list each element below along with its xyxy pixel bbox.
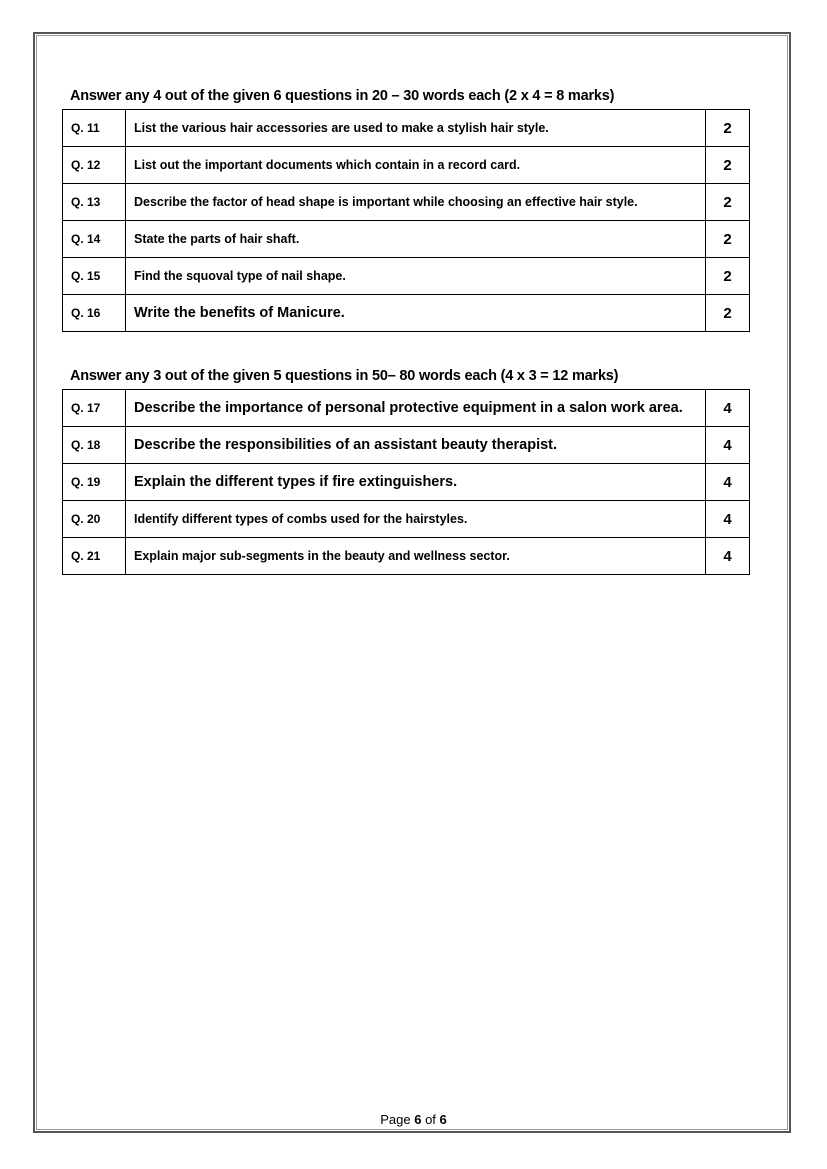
table-row bbox=[63, 501, 750, 538]
question-marks: 4 bbox=[706, 390, 750, 427]
question-number: Q. 13 bbox=[63, 184, 126, 221]
question-number: Q. 21 bbox=[63, 538, 126, 575]
section-b-heading: Answer any 3 out of the given 5 questions in 50– 80 words each (4 x 3 = 12 marks) bbox=[70, 368, 619, 384]
question-marks: 4 bbox=[706, 501, 750, 538]
table-row bbox=[63, 147, 750, 184]
page-label: Page bbox=[380, 1112, 411, 1127]
table-row bbox=[63, 538, 750, 575]
question-text: List out the important documents which contain in a record card. bbox=[126, 147, 706, 184]
total-pages-number: 6 bbox=[439, 1112, 447, 1127]
question-text: Find the squoval type of nail shape. bbox=[126, 258, 706, 295]
question-text: Describe the importance of personal protective equipment in a salon work area. bbox=[126, 390, 706, 427]
question-number: Q. 19 bbox=[63, 464, 126, 501]
table-row bbox=[63, 464, 750, 501]
question-text: Describe the responsibilities of an assistant beauty therapist. bbox=[126, 427, 706, 464]
question-number: Q. 12 bbox=[63, 147, 126, 184]
current-page-number: 6 bbox=[414, 1112, 422, 1127]
question-number: Q. 17 bbox=[63, 390, 126, 427]
question-marks: 4 bbox=[706, 464, 750, 501]
question-text: List the various hair accessories are used to make a stylish hair style. bbox=[126, 110, 706, 147]
table-row bbox=[63, 221, 750, 258]
question-number: Q. 11 bbox=[63, 110, 126, 147]
question-marks: 2 bbox=[706, 221, 750, 258]
question-marks: 2 bbox=[706, 295, 750, 332]
question-text: Explain the different types if fire extinguishers. bbox=[126, 464, 706, 501]
table-row bbox=[63, 390, 750, 427]
section-a-heading: Answer any 4 out of the given 6 questions in 20 – 30 words each (2 x 4 = 8 marks) bbox=[70, 88, 615, 104]
question-text: State the parts of hair shaft. bbox=[126, 221, 706, 258]
of-label: of bbox=[425, 1112, 436, 1127]
question-number: Q. 14 bbox=[63, 221, 126, 258]
table-row bbox=[63, 110, 750, 147]
question-marks: 4 bbox=[706, 427, 750, 464]
table-row bbox=[63, 427, 750, 464]
question-text: Describe the factor of head shape is important while choosing an effective hair style. bbox=[126, 184, 706, 221]
question-number: Q. 15 bbox=[63, 258, 126, 295]
table-row bbox=[63, 184, 750, 221]
page-footer bbox=[0, 1112, 827, 1127]
section-b-question-table bbox=[62, 389, 750, 575]
question-text: Write the benefits of Manicure. bbox=[126, 295, 706, 332]
question-text: Explain major sub-segments in the beauty and wellness sector. bbox=[126, 538, 706, 575]
question-marks: 2 bbox=[706, 110, 750, 147]
question-number: Q. 16 bbox=[63, 295, 126, 332]
question-marks: 2 bbox=[706, 184, 750, 221]
question-marks: 2 bbox=[706, 258, 750, 295]
table-row bbox=[63, 258, 750, 295]
section-a-question-table bbox=[62, 109, 750, 332]
question-number: Q. 18 bbox=[63, 427, 126, 464]
question-number: Q. 20 bbox=[63, 501, 126, 538]
question-marks: 2 bbox=[706, 147, 750, 184]
question-text: Identify different types of combs used for the hairstyles. bbox=[126, 501, 706, 538]
question-marks: 4 bbox=[706, 538, 750, 575]
table-row bbox=[63, 295, 750, 332]
